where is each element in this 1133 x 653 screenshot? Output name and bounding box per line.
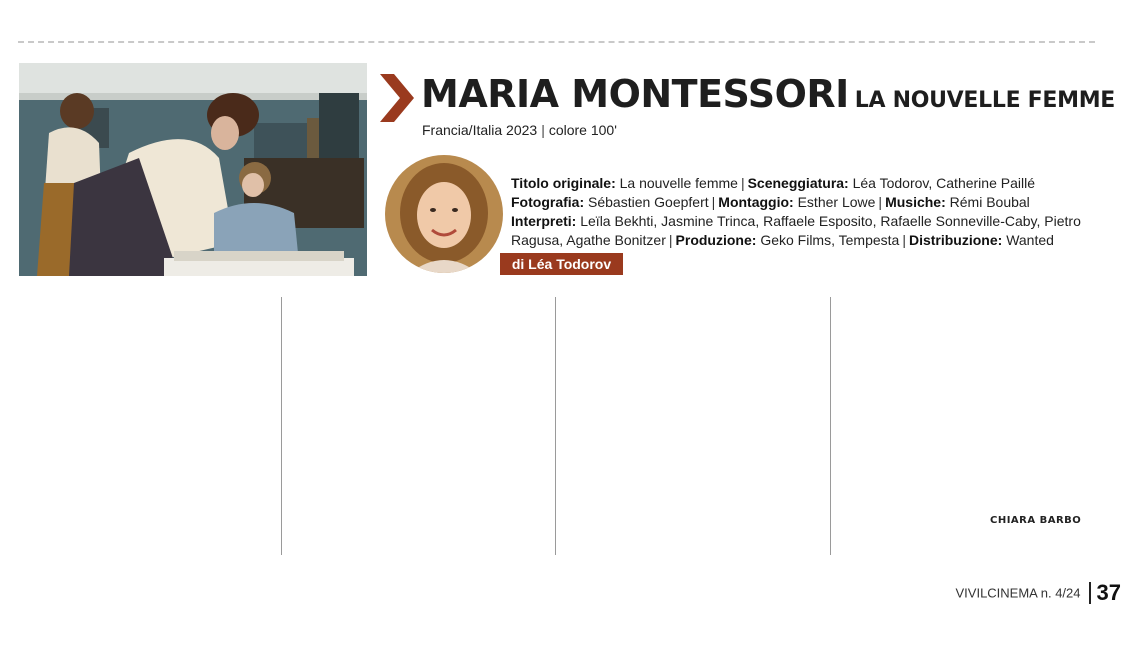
credit-label: Fotografia: [511, 194, 585, 210]
credit-value: Geko Films, Tempesta [760, 232, 900, 248]
meta-separator: | [541, 122, 545, 138]
magazine-issue: VIVILCINEMA n. 4/24 [955, 585, 1081, 601]
credit-value: Sébastien Goepfert [588, 194, 709, 210]
film-subtitle: LA NOUVELLE FEMME [854, 88, 1116, 113]
credit-value: Esther Lowe [797, 194, 876, 210]
column-divider [830, 297, 831, 555]
director-tag: di Léa Todorov [500, 253, 623, 275]
column-divider [281, 297, 282, 555]
credit-separator: | [902, 232, 906, 248]
credit-label: Montaggio: [718, 194, 794, 210]
film-meta [422, 122, 617, 138]
chevron-right-icon [380, 74, 414, 122]
credit-value: Léa Todorov, Catherine Paillé [852, 175, 1035, 191]
credit-label: Musiche: [885, 194, 946, 210]
credits-block [511, 174, 1096, 250]
credit-label: Sceneggiatura: [747, 175, 849, 191]
film-still-image [19, 63, 367, 276]
credit-label: Produzione: [675, 232, 757, 248]
credit-separator: | [668, 232, 673, 248]
author-signature: CHIARA BARBO [990, 515, 1082, 526]
column-divider [555, 297, 556, 555]
credit-label: Interpreti: [511, 213, 577, 229]
article-title [421, 72, 1115, 116]
credit-value: La nouvelle femme [619, 175, 738, 191]
director-portrait [385, 155, 503, 273]
page-number: 37 [1096, 580, 1121, 605]
credit-separator: | [711, 194, 716, 210]
footer-divider [1089, 582, 1091, 604]
page-footer [956, 580, 1122, 606]
film-format: colore 100' [548, 122, 617, 138]
country-year: Francia/Italia 2023 [422, 122, 538, 138]
film-title: MARIA MONTESSORI [421, 72, 849, 116]
credit-separator: | [740, 175, 745, 191]
credit-value: Leïla Bekhti, Jasmine Trinca, Raffaele Esposito, Rafaelle Sonneville-Caby, Pietro Ragusa, Agathe Bonitzer [511, 213, 1081, 248]
credit-label: Titolo originale: [511, 175, 616, 191]
credit-value: Rémi Boubal [949, 194, 1030, 210]
credit-separator: | [878, 194, 883, 210]
top-dashed-rule [18, 41, 1095, 43]
credit-value: Wanted [1006, 232, 1054, 248]
credit-label: Distribuzione: [908, 232, 1003, 248]
